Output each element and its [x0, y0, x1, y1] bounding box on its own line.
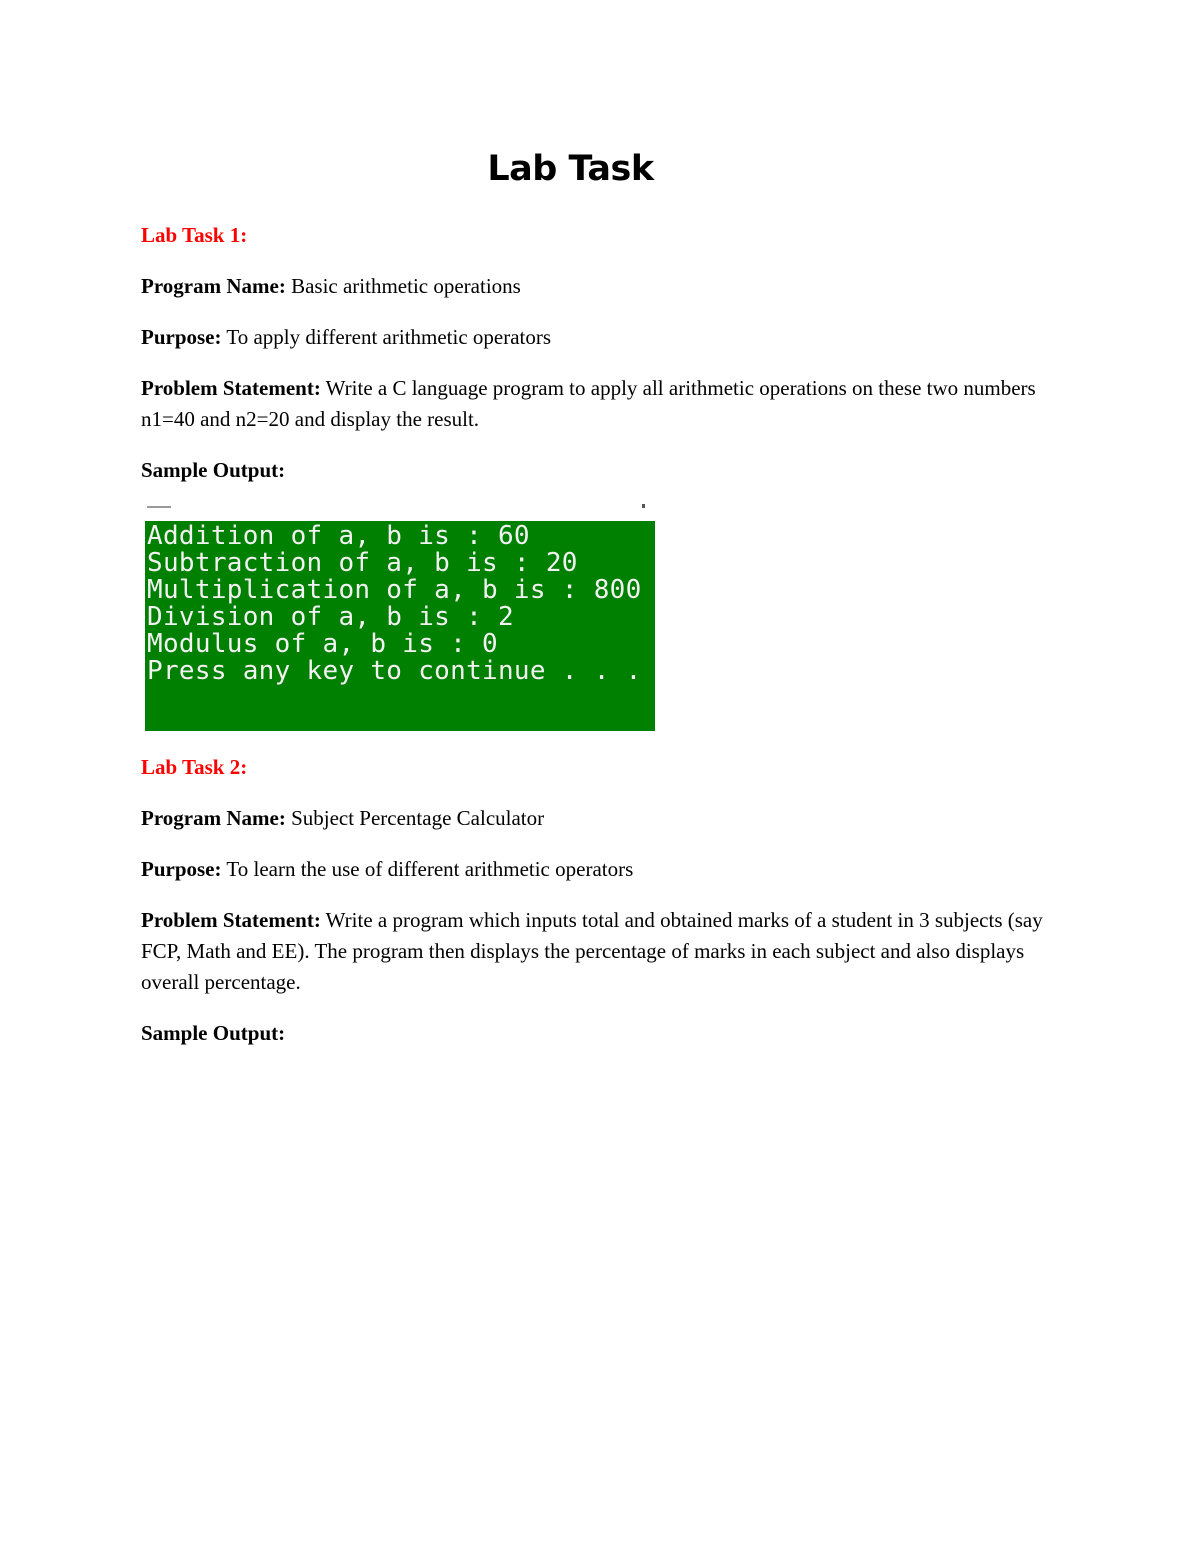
titlebar-icon: [147, 506, 171, 508]
task-1-sample-output-label: [141, 455, 1071, 486]
console-line: Multiplication of a, b is : 800: [147, 575, 642, 605]
task-2-sample-output-label: [141, 1018, 1071, 1049]
task-2-program-name: [141, 803, 1071, 834]
task-1-heading: Lab Task 1:: [141, 223, 248, 247]
task-1-purpose: [141, 322, 1071, 353]
task-1-problem-statement: [141, 373, 1071, 435]
program-name-label: Program Name:: [141, 806, 286, 830]
problem-statement-label: Problem Statement:: [141, 376, 321, 400]
problem-statement-label: Problem Statement:: [141, 908, 321, 932]
purpose-value: To learn the use of different arithmetic operators: [221, 857, 634, 881]
console-output-screenshot: [141, 503, 655, 731]
titlebar-mark-icon: [642, 504, 645, 508]
page-title: Lab Task: [487, 149, 654, 189]
task-2-heading: Lab Task 2:: [141, 755, 248, 779]
task-1-program-name: [141, 271, 1071, 302]
console-line: Subtraction of a, b is : 20: [147, 548, 578, 578]
sample-output-label: Sample Output:: [141, 1021, 286, 1045]
console-line: Press any key to continue . . .: [147, 656, 642, 686]
console-line: Modulus of a, b is : 0: [147, 629, 498, 659]
problem-statement-value: Write a program which inputs total and obtained marks of a student in 3 subjects (say FCP, Math and EE). The program then displays the percentage of marks in each subject and also displays overall percentage.: [141, 908, 1043, 994]
program-name-value: Subject Percentage Calculator: [285, 806, 545, 830]
console-body: [145, 521, 655, 731]
task-2-problem-statement: [141, 905, 1071, 998]
purpose-value: To apply different arithmetic operators: [221, 325, 552, 349]
purpose-label: Purpose:: [141, 325, 222, 349]
console-line: Division of a, b is : 2: [147, 602, 514, 632]
task-2-purpose: [141, 854, 1071, 885]
purpose-label: Purpose:: [141, 857, 222, 881]
program-name-value: Basic arithmetic operations: [285, 274, 521, 298]
console-line: Addition of a, b is : 60: [147, 521, 530, 551]
sample-output-label: Sample Output:: [141, 458, 286, 482]
program-name-label: Program Name:: [141, 274, 286, 298]
console-titlebar: [141, 503, 655, 519]
problem-statement-value: Write a C language program to apply all arithmetic operations on these two numbers n1=40 and n2=20 and display the result.: [141, 376, 1036, 431]
